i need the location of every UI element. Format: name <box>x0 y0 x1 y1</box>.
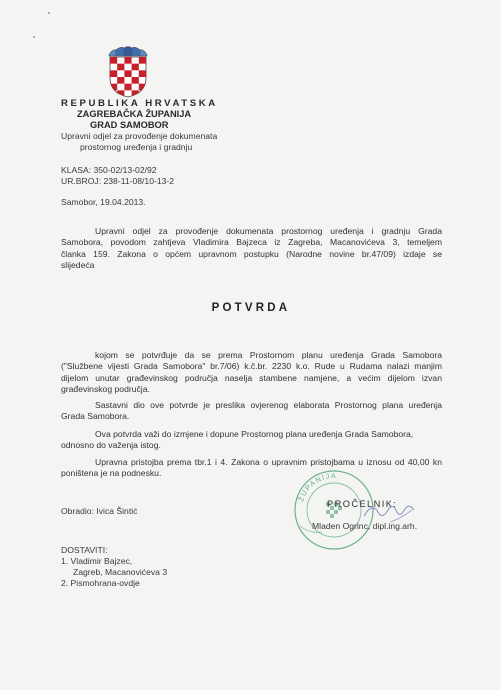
header-county: ZAGREBAČKA ŽUPANIJA <box>77 109 192 119</box>
header-city: GRAD SAMOBOR <box>90 120 169 130</box>
body-line: kojom se potvrđuje da se prema Prostornom planu uređenja Grada Samobora <box>95 350 442 360</box>
body-line: odnosno do važenja istog. <box>61 440 161 451</box>
body-paragraph-3 <box>61 429 442 452</box>
urbroj-ref: UR.BROJ: 238-11-08/10-13-2 <box>61 176 175 186</box>
distribution-label: DOSTAVITI: <box>61 545 108 555</box>
body-paragraph-2 <box>61 400 442 423</box>
stamp-text: ŽUPANIJA <box>298 472 338 503</box>
processed-by: Obradio: Ivica Šintić <box>61 506 138 516</box>
distribution-item: 1. Vladimir Bajzec, <box>61 556 133 566</box>
distribution-item: 2. Pismohrana-ovdje <box>61 578 140 588</box>
coat-of-arms-icon <box>107 44 149 98</box>
intro-line: članka 159. Zakona o općem upravnom postupku (Narodne novine br.47/09) izdaje se <box>61 248 442 259</box>
intro-paragraph <box>61 226 442 272</box>
body-line: građevinskog područja. <box>61 384 150 395</box>
intro-line: Samobora, povodom zahtjeva Vladimira Bajzeca iz Zagreba, Macanovićeva 3, temeljem <box>61 237 442 248</box>
crest-field <box>139 70 146 77</box>
head-of-department-label: PROČELNIK: <box>327 499 398 509</box>
header-department-2: prostornog uređenja i gradnju <box>80 142 193 152</box>
crest-field <box>124 70 131 77</box>
body-line: Upravna pristojba prema tbr.1 i 4. Zakona o upravnim pristojbama u iznosu od 40,00 kn <box>95 457 442 467</box>
signature-icon <box>360 496 420 528</box>
intro-line: Upravni odjel za provođenje dokumenata prostornog uređenja i gradnju Grada <box>95 226 442 236</box>
crest-field <box>132 64 139 71</box>
scan-speck <box>48 12 50 14</box>
crest-field <box>132 77 139 84</box>
place-date: Samobor, 19.04.2013. <box>61 197 146 207</box>
body-paragraph-1 <box>61 350 442 396</box>
intro-line: slijedeća <box>61 260 95 271</box>
body-line: Grada Samobora. <box>61 411 130 422</box>
distribution-item-address: Zagreb, Macanovićeva 3 <box>73 567 168 577</box>
klasa-ref: KLASA: 350-02/13-02/92 <box>61 165 157 175</box>
crest-field <box>117 77 124 84</box>
crest-field <box>110 57 117 64</box>
scan-speck <box>33 36 35 38</box>
crest-field <box>110 70 117 77</box>
body-line: dijelom unutar građevinskog područja naselja stambene namjene, a većim dijelom izvan <box>61 372 442 383</box>
crest-field <box>139 57 146 64</box>
body-paragraph-4 <box>61 457 442 480</box>
body-line: Sastavni dio ove potvrde je preslika ovjerenog elaborata Prostornog plana uređenja <box>95 400 442 410</box>
signatory-name: Mladen Ogrinc, dipl.ing.arh. <box>312 521 418 531</box>
body-line: poništena je na podnesku. <box>61 468 162 479</box>
body-line: Ova potvrda važi do izmjene i dopune Prostornog plana uređenja Grada Samobora, <box>95 429 414 439</box>
crest-field <box>117 64 124 71</box>
header-department: Upravni odjel za provođenje dokumenata <box>61 131 218 141</box>
crest-field <box>124 84 131 91</box>
header-republic: REPUBLIKA HRVATSKA <box>61 98 218 109</box>
document-title: POTVRDA <box>211 302 291 314</box>
body-line: ("Službene vijesti Grada Samobora" br.7/06) k.č.br. 2230 k.o. Rude u Rudama nalazi manjim <box>61 361 442 372</box>
crest-field <box>124 57 131 64</box>
